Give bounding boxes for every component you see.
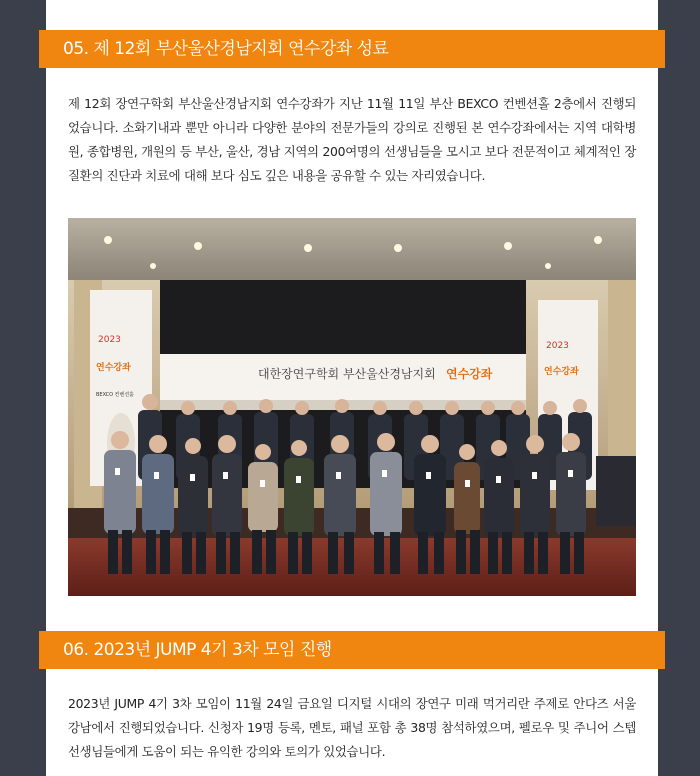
banner-left-year: 2023 — [98, 335, 121, 345]
section-06-heading: 06. 2023년 JUMP 4기 3차 모임 진행 — [39, 631, 665, 669]
screen-title: 대한장연구학회 부산울산경남지회 — [258, 367, 436, 381]
section-05-body: 제 12회 장연구학회 부산울산경남지회 연수강좌가 지난 11월 11일 부산 BEXCO 컨벤션홀 2층에서 진행되었습니다. 소화기내과 뿐만 아니라 다양한 분야의 전문가들의 강의로 진행된 본 연수강좌에서는 지역 대학병원, 종합병원, 개원의 등 부산, 울산, 경남 지역의 200여명의 선생님들을 모시고 보다 전문적이고 체계적인 장질환의 진단과 치료에 대해 보다 심도 깊은 내용을 공유할 수 있는 자리였습니다. — [68, 96, 636, 183]
banner-right-year: 2023 — [546, 341, 569, 351]
newsletter-page — [46, 0, 658, 776]
event-group-photo — [68, 218, 636, 596]
screen-title-accent: 연수강좌 — [446, 367, 493, 381]
banner-right-title: 연수강좌 — [544, 367, 579, 377]
banner-left-venue: BEXCO 컨벤션홀 — [96, 392, 134, 398]
section-06-body: 2023년 JUMP 4기 3차 모임이 11월 24일 금요일 디지털 시대의 장연구 미래 먹거리란 주제로 안다즈 서울 강남에서 진행되었습니다. 신청자 19명 등록, 멘토, 패널 포함 총 38명 참석하였으며, 펠로우 및 주니어 스텝 선생님들에게 도움이 되는 유익한 강의와 토의가 있었습니다. — [68, 696, 636, 759]
banner-left-title: 연수강좌 — [96, 363, 131, 373]
section-05-heading: 05. 제 12회 부산울산경남지회 연수강좌 성료 — [39, 30, 665, 68]
